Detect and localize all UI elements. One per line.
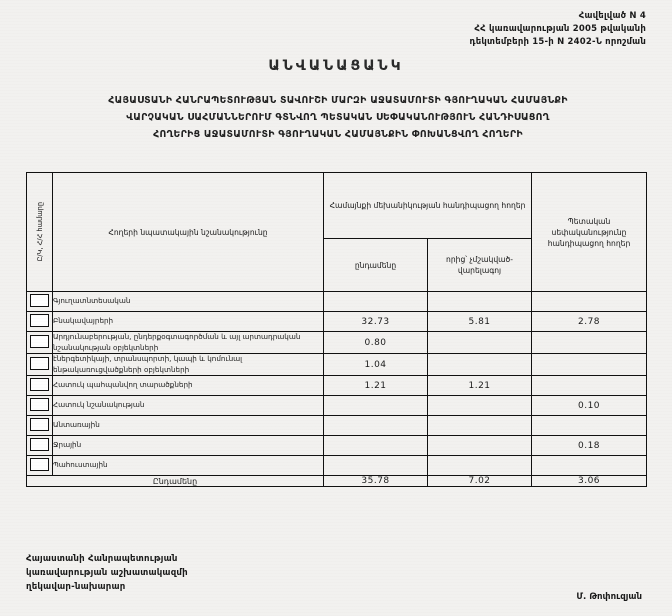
header-community-group: Համայնքի մեխանիկության հանդիպացող հողեր: [324, 173, 532, 239]
footer-line-1: Հայաստանի Հանրապետության: [26, 554, 178, 564]
row-value-state: [532, 354, 647, 376]
reference-line-2: ՀՀ կառավարության 2005 թվականի: [474, 24, 646, 34]
footer-line-2: կառավարության աշխատակազմի: [26, 568, 188, 578]
total-label: Ընդամենը: [27, 476, 324, 487]
row-value-total: [324, 456, 428, 476]
row-value-total: 32.73: [324, 312, 428, 332]
row-value-total: [324, 416, 428, 436]
header-category-col: Հողերի նպատակային նշանակությունը: [53, 173, 324, 292]
row-value-total: 1.21: [324, 376, 428, 396]
row-value-state: [532, 376, 647, 396]
row-label: էներգետիկայի, տրանսպորտի, կապի և կոմունալ ենթակառուցվածքների օբյեկտների: [53, 354, 324, 376]
table-total-row: [27, 476, 647, 487]
table-row: [27, 376, 647, 396]
row-value-state: [532, 332, 647, 354]
row-label: Անտառային: [53, 416, 324, 436]
row-value-uncultivated: [428, 292, 532, 312]
row-value-state: 0.10: [532, 396, 647, 416]
row-label: Ջրային: [53, 436, 324, 456]
row-label: Հատուկ նշանակության: [53, 396, 324, 416]
header-state-col: Պետական սեփականությունը հանդիպացող հողեր: [532, 173, 647, 292]
row-label: Գյուղատնտեսական: [53, 292, 324, 312]
header-total-sub: ընդամենը: [324, 239, 428, 292]
row-checkbox-cell[interactable]: [27, 456, 53, 476]
row-label: Արդյունաբերության, ընդերքօգտագործման և այլ արտադրական նշանակության օբյեկտների: [53, 332, 324, 354]
row-value-uncultivated: [428, 354, 532, 376]
row-checkbox-cell[interactable]: [27, 312, 53, 332]
row-checkbox-cell[interactable]: [27, 396, 53, 416]
row-checkbox-cell[interactable]: [27, 292, 53, 312]
table-row: [27, 436, 647, 456]
checkbox-icon[interactable]: [30, 357, 49, 370]
row-label: Պահուստային: [53, 456, 324, 476]
row-value-state: [532, 416, 647, 436]
table-row: [27, 396, 647, 416]
subtitle-line-3: ՀՈՂԵՐԻՑ ԱՋԱՏԱՄՈՒՏԻ ԳՅՈՒՂԱԿԱՆ ՀԱՄԱՅՆՔԻՆ ՓՈԽԱՆՑՎՈՂ ՀՈՂԵՐԻ: [153, 129, 523, 140]
row-label: Բնակավայրերի: [53, 312, 324, 332]
document-subtitle: [36, 92, 640, 143]
total-value-state: 3.06: [532, 476, 647, 487]
row-value-state: 2.78: [532, 312, 647, 332]
row-value-total: [324, 436, 428, 456]
table-row: [27, 354, 647, 376]
row-value-total: [324, 292, 428, 312]
row-value-uncultivated: 1.21: [428, 376, 532, 396]
row-checkbox-cell[interactable]: [27, 332, 53, 354]
table-row: [27, 312, 647, 332]
row-value-state: [532, 456, 647, 476]
page-title: ԱՆՎԱՆԱՑԱՆԿ: [268, 58, 404, 74]
row-checkbox-cell[interactable]: [27, 436, 53, 456]
checkbox-icon[interactable]: [30, 314, 49, 327]
table-row: [27, 456, 647, 476]
table-row: [27, 416, 647, 436]
subtitle-line-1: ՀԱՅԱՍՏԱՆԻ ՀԱՆՐԱՊԵՏՈՒԹՅԱՆ ՏԱՎՈՒՇԻ ՄԱՐԶԻ ԱՋԱՏԱՄՈՒՏԻ ԳՅՈՒՂԱԿԱՆ ՀԱՄԱՅՆՔԻ: [108, 95, 568, 106]
total-value-uncultivated: 7.02: [428, 476, 532, 487]
row-checkbox-cell[interactable]: [27, 416, 53, 436]
row-value-state: [532, 292, 647, 312]
row-value-uncultivated: 5.81: [428, 312, 532, 332]
row-value-total: 0.80: [324, 332, 428, 354]
checkbox-icon[interactable]: [30, 335, 49, 348]
row-value-uncultivated: [428, 332, 532, 354]
row-value-uncultivated: [428, 456, 532, 476]
checkbox-icon[interactable]: [30, 378, 49, 391]
reference-line-3: դեկտեմբերի 15-ի N 2402-Ն որոշման: [469, 37, 646, 47]
row-value-uncultivated: [428, 416, 532, 436]
row-checkbox-cell[interactable]: [27, 376, 53, 396]
total-value-total: 35.78: [324, 476, 428, 487]
checkbox-icon[interactable]: [30, 418, 49, 431]
table-header-row: [27, 173, 647, 239]
header-number-col: [27, 173, 53, 292]
row-value-uncultivated: [428, 396, 532, 416]
header-number-label: Ը/Կ, Հ/Հ համարը: [35, 202, 44, 262]
subtitle-line-2: ՎԱՐՉԱԿԱՆ ՍԱՀՄԱՆՆԵՐՈՒՄ ԳՏՆՎՈՂ ՊԵՏԱԿԱՆ ՍԵՓԱԿԱՆՈՒԹՅՈՒՆ ՀԱՆԴԻՍԱՑՈՂ: [126, 112, 550, 123]
header-uncultivated-sub: որից՝ չմշակված-վարելագոյ: [428, 239, 532, 292]
row-value-total: 1.04: [324, 354, 428, 376]
checkbox-icon[interactable]: [30, 458, 49, 471]
footer-line-3: ղեկավար-նախարար: [26, 582, 126, 592]
row-checkbox-cell[interactable]: [27, 354, 53, 376]
row-value-total: [324, 396, 428, 416]
land-allocation-table: [26, 172, 647, 487]
document-reference-header: [470, 10, 646, 49]
row-label: Հատուկ պահպանվող տարածքների: [53, 376, 324, 396]
checkbox-icon[interactable]: [30, 438, 49, 451]
table-row: [27, 292, 647, 312]
checkbox-icon[interactable]: [30, 398, 49, 411]
table-body: [27, 292, 647, 487]
signature-block: [26, 552, 188, 594]
signatory-name: Մ. Թոփուզյան: [576, 592, 642, 602]
table-row: [27, 332, 647, 354]
row-value-state: 0.18: [532, 436, 647, 456]
reference-line-1: Հավելված N 4: [578, 11, 646, 21]
row-value-uncultivated: [428, 436, 532, 456]
checkbox-icon[interactable]: [30, 294, 49, 307]
